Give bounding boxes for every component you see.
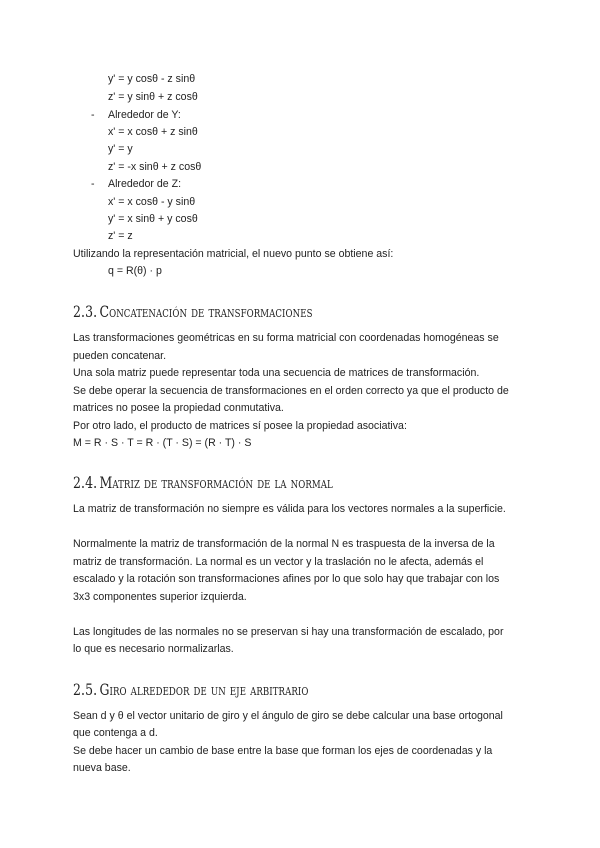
formula-z-rotation-y: y' = x sinθ + y cosθ (108, 213, 198, 225)
paragraph-line: nueva base. (73, 762, 131, 774)
formula-y-rotation-x: x' = x cosθ + z sinθ (108, 126, 198, 138)
section-heading-2-3 (73, 302, 313, 322)
paragraph-line: Las longitudes de las normales no se preservan si hay una transformación de escalado, por (73, 626, 504, 638)
paragraph-line: lo que es necesario normalizarlas. (73, 643, 234, 655)
paragraph-line: matriz de transformación. La normal es un vector y la traslación no le afecta, además el (73, 556, 484, 568)
section-title: Matriz de transformación de la normal (99, 473, 333, 492)
paragraph-line: Sean d y θ el vector unitario de giro y el ángulo de giro se debe calcular una base ortogonal (73, 710, 503, 722)
formula-x-rotation-y: y' = y cosθ - z sinθ (108, 73, 196, 85)
formula-x-rotation-z: z' = y sinθ + z cosθ (108, 91, 198, 103)
bullet-dash: - (91, 178, 95, 190)
paragraph-line: 3x3 componentes superior izquierda. (73, 591, 247, 603)
paragraph-line: Una sola matriz puede representar toda una secuencia de matrices de transformación. (73, 367, 480, 379)
matrix-formula: q = R(θ) · p (108, 265, 162, 277)
around-z-label: Alrededor de Z: (108, 178, 182, 190)
formula-y-rotation-y: y' = y (108, 143, 133, 155)
paragraph-line: escalado y la rotación son transformaciones afines por lo que solo hay que trabajar con los (73, 573, 500, 585)
section-number: 2.4. (73, 473, 98, 492)
section-title: Concatenación de transformaciones (99, 302, 313, 321)
paragraph-line: Normalmente la matriz de transformación de la normal N es traspuesta de la inversa de la (73, 538, 495, 550)
bullet-dash: - (91, 109, 95, 121)
formula-y-rotation-z: z' = -x sinθ + z cosθ (108, 161, 202, 173)
section-heading-2-5 (73, 680, 308, 700)
paragraph-line: Las transformaciones geométricas en su forma matricial con coordenadas homogéneas se (73, 332, 499, 344)
formula-z-rotation-x: x' = x cosθ - y sinθ (108, 196, 196, 208)
paragraph-line: pueden concatenar. (73, 350, 167, 362)
paragraph-line: Se debe hacer un cambio de base entre la base que forman los ejes de coordenadas y la (73, 745, 493, 757)
matrix-intro-text: Utilizando la representación matricial, el nuevo punto se obtiene así: (73, 248, 394, 260)
paragraph-line: Por otro lado, el producto de matrices sí posee la propiedad asociativa: (73, 420, 407, 432)
paragraph-line: matrices no posee la propiedad conmutativa. (73, 402, 284, 414)
formula-associative: M = R · S · T = R · (T · S) = (R · T) · S (73, 437, 252, 449)
section-number: 2.3. (73, 302, 98, 321)
section-heading-2-4 (73, 473, 333, 493)
section-number: 2.5. (73, 680, 98, 699)
paragraph-line: La matriz de transformación no siempre es válida para los vectores normales a la superficie. (73, 503, 506, 515)
section-title: Giro alrededor de un eje arbitrario (99, 680, 309, 699)
around-y-label: Alrededor de Y: (108, 109, 181, 121)
paragraph-line: Se debe operar la secuencia de transformaciones en el orden correcto ya que el producto de (73, 385, 509, 397)
formula-z-rotation-z: z' = z (108, 230, 133, 242)
paragraph-line: que contenga a d. (73, 727, 158, 739)
